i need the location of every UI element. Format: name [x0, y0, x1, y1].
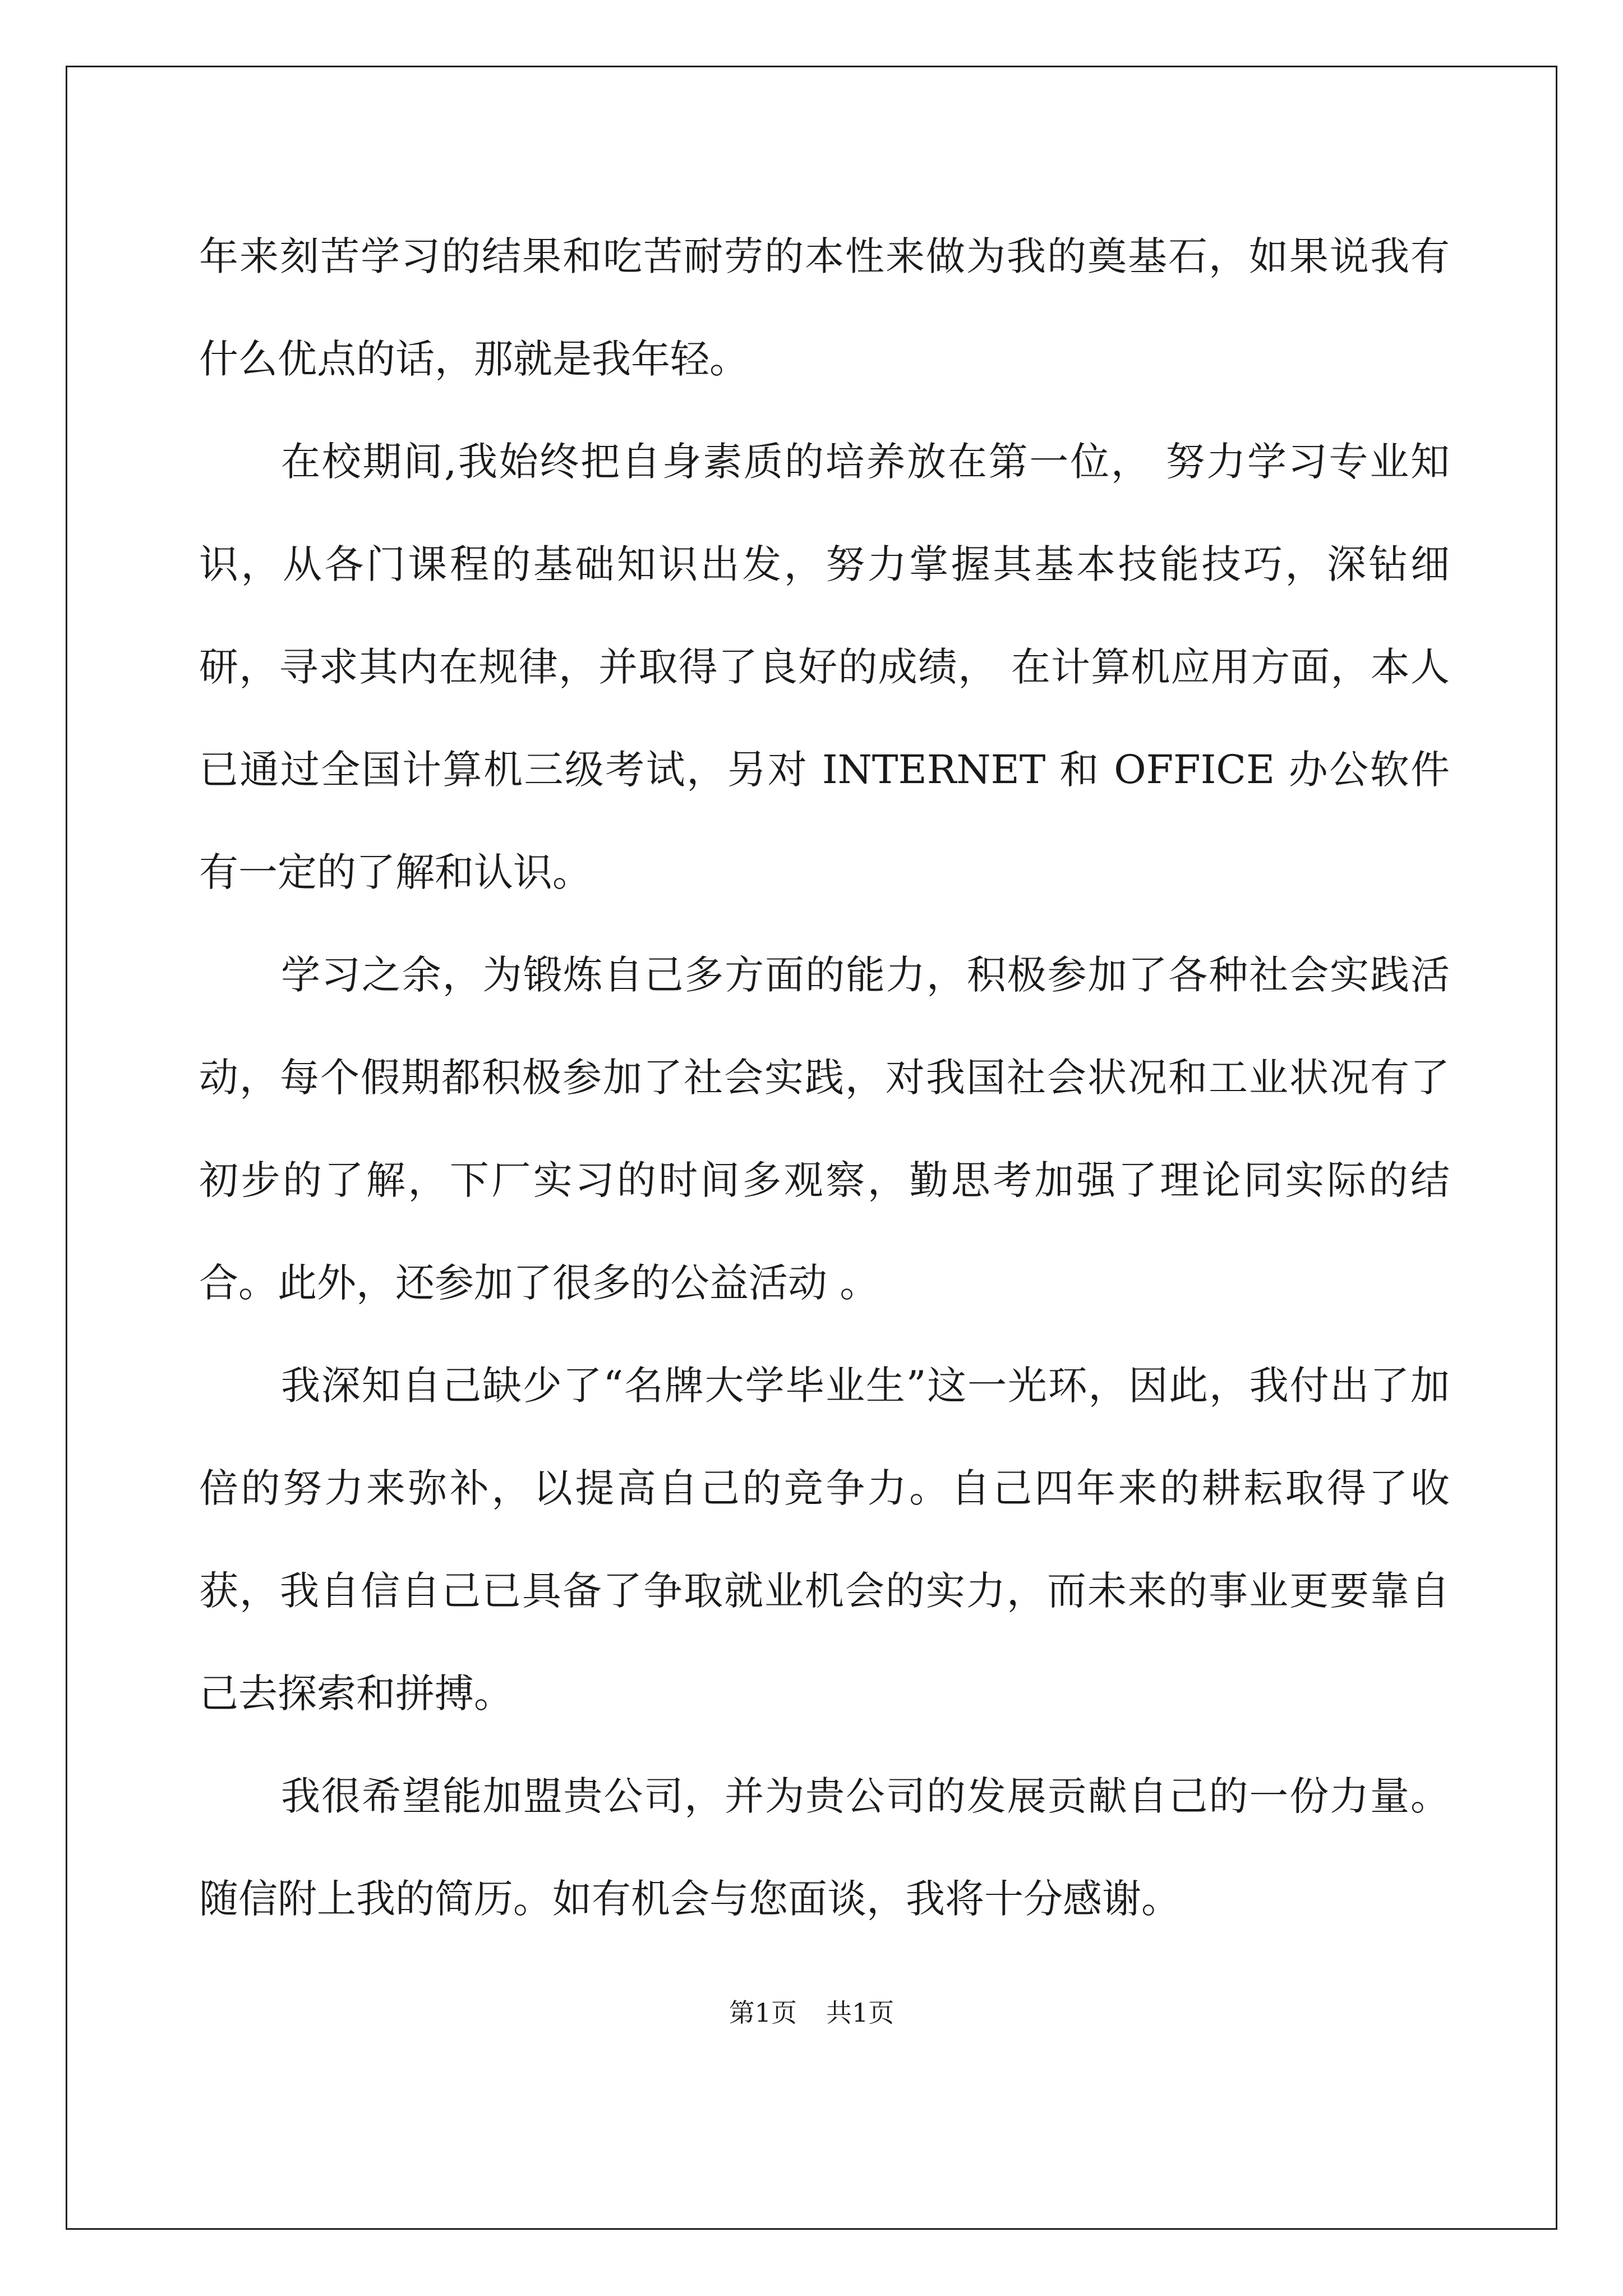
page-total: 共1页: [826, 1998, 895, 2028]
paragraph-1: 年来刻苦学习的结果和吃苦耐劳的本性来做为我的奠基石，如果说我有什么优点的话，那就是我年轻。: [199, 233, 1450, 382]
paragraph-4: 我深知自己缺少了“名牌大学毕业生”这一光环，因此，我付出了加倍的努力来弥补，以提高自己的竞争力。自己四年来的耕耘取得了收获，我自信自己已具备了争取就业机会的实力，而未来的事业更要靠自己去探索和拼搏。: [199, 1363, 1450, 1717]
page-footer: [0, 1993, 1623, 2030]
page-number: 第1页: [728, 1998, 797, 2028]
paragraph-5: 我很希望能加盟贵公司，并为贵公司的发展贡献自己的一份力量。随信附上我的简历。如有机会与您面谈，我将十分感谢。: [199, 1773, 1450, 1922]
document-body: [199, 205, 1450, 1950]
paragraph-2: 在校期间,我始终把自身素质的培养放在第一位， 努力学习专业知识，从各门课程的基础知识出发，努力掌握其基本技能技巧，深钻细研，寻求其内在规律，并取得了良好的成绩， 在计算机应用方面，本人已通过全国计算机三级考试，另对 INTERNET 和 OFFICE 办公软件有一定的了解和认识。: [199, 439, 1450, 895]
paragraph-3: 学习之余，为锻炼自己多方面的能力，积极参加了各种社会实践活动，每个假期都积极参加了社会实践，对我国社会状况和工业状况有了初步的了解，下厂实习的时间多观察，勤思考加强了理论同实际的结合。此外，还参加了很多的公益活动 。: [199, 952, 1450, 1306]
